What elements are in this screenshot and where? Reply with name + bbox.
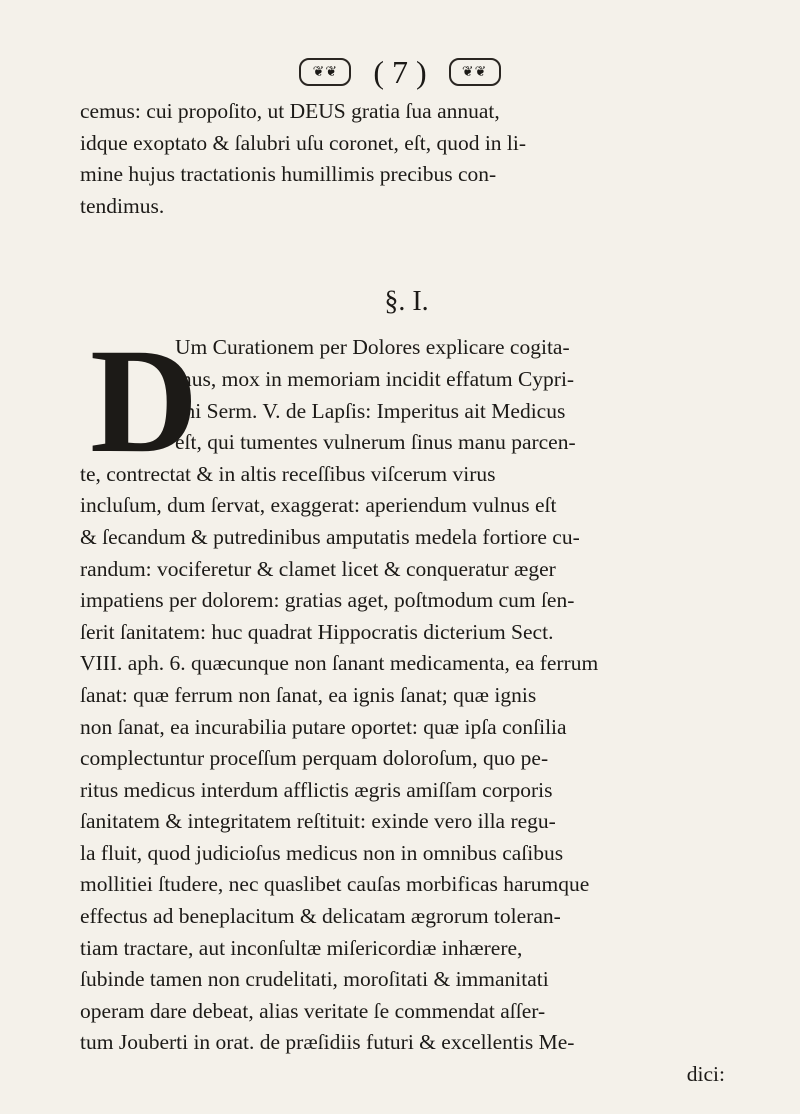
paragraph-line: randum: vociferetur & clamet licet & conqueratur æger [80,556,556,581]
paragraph-line: eſt, qui tumentes vulnerum ſinus manu parcen- [175,430,576,455]
paragraph-line: Um Curationem per Dolores explicare cogita- [175,335,570,360]
paragraph-line: ritus medicus interdum afflictis ægris amiſſam corporis [80,777,553,802]
paragraph-line: operam dare debeat, alias veritate ſe commendat aſſer- [80,998,546,1023]
paragraph-line: te, contrectat & in altis receſſibus viſcerum virus [80,461,496,486]
paragraph [80,318,745,1090]
paragraph-line: impatiens per dolorem: gratias aget, poſtmodum cum ſen- [80,588,575,613]
paragraph-line: & ſecandum & putredinibus amputatis medela fortiore cu- [80,524,580,549]
paragraph-line: ſubinde tamen non crudelitati, moroſitati & immanitati [80,967,549,992]
intro-line: cemus: cui propoſito, ut DEUS gratia ſua annuat, [80,99,500,123]
paragraph-line: ani Serm. V. de Lapſis: Imperitus ait Medicus [175,398,566,423]
paragraph-line: tum Jouberti in orat. de præſidiis futuri & excellentis Me- [80,1030,575,1055]
page-number: ( 7 ) [373,53,427,90]
intro-line: idque exoptato & ſalubri uſu coronet, eſt, quod in li- [80,130,527,155]
paragraph-line: mollitiei ſtudere, nec quaslibet cauſas morbificas harumque [80,872,590,897]
page-body [80,96,745,1091]
drop-cap: D [90,318,199,485]
intro-line: mine hujus tractationis humillimis precibus con- [80,162,497,187]
paragraph-line: mus, mox in memoriam incidit effatum Cypri- [175,366,575,391]
ornament-left: ❦❦ [299,58,351,86]
paragraph-line: VIII. aph. 6. quæcunque non ſanant medicamenta, ea ferrum [80,651,599,676]
paragraph-line: ſanitatem & integritatem reſtituit: exinde vero illa regu- [80,809,556,834]
paragraph-line: non ſanat, ea incurabilia putare oportet: quæ ipſa conſilia [80,714,567,739]
ornament-right: ❦❦ [449,58,501,86]
paragraph-line: ſerit ſanitatem: huc quadrat Hippocratis dicterium Sect. [80,619,554,644]
paragraph-line: incluſum, dum ſervat, exaggerat: aperiendum vulnus eſt [80,493,557,518]
section-heading: §. I. [384,286,429,318]
paragraph-line: effectus ad beneplacitum & delicatam ægrorum toleran- [80,904,561,929]
page-header [0,46,800,98]
paragraph-line: ſanat: quæ ferrum non ſanat, ea ignis ſanat; quæ ignis [80,682,537,707]
paragraph-line: la fluit, quod judicioſus medicus non in omnibus caſibus [80,840,564,865]
intro-line: tendimus. [80,193,165,218]
catchword: dici: [686,1062,725,1087]
paragraph-line: complectuntur proceſſum perquam doloroſum, quo pe- [80,746,549,771]
paragraph-line: tiam tractare, aut inconſultæ miſericordiæ inhærere, [80,935,523,960]
